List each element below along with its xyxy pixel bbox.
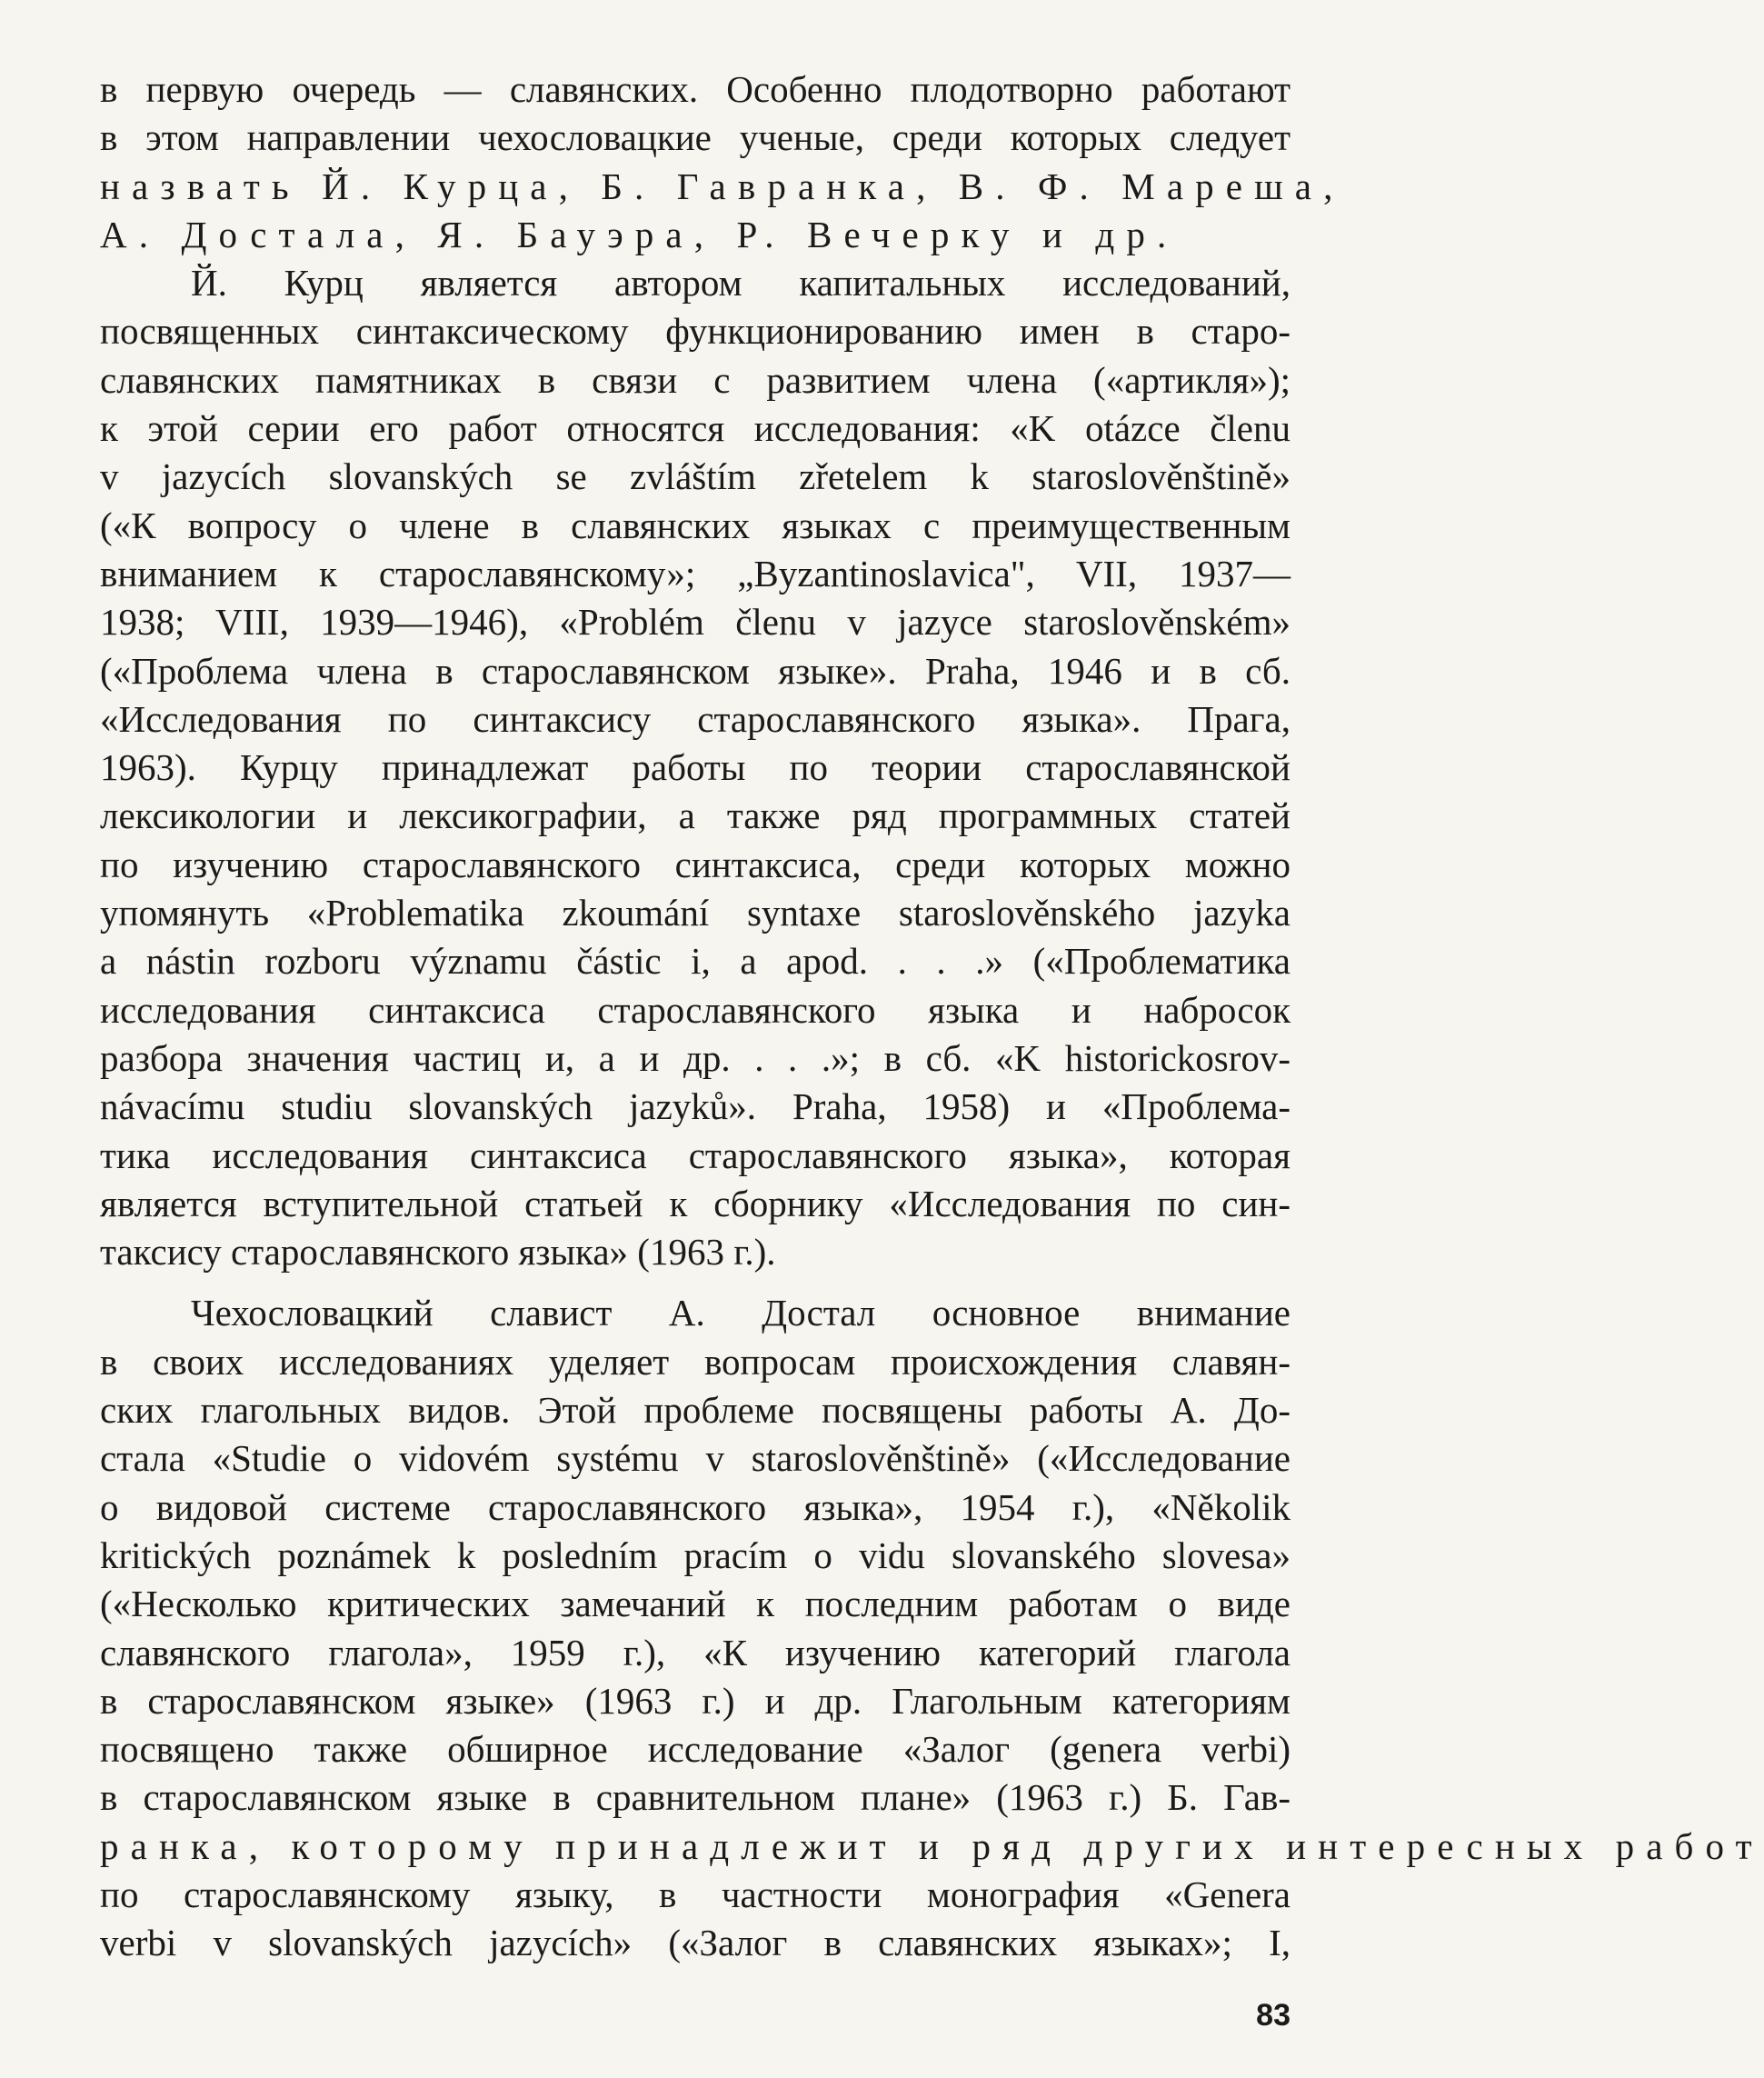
text-line: посвящено также обширное исследование «Залог (genera verbi)	[100, 1728, 1291, 1771]
text-line: в старославянском языке в сравнительном плане» (1963 г.) Б. Гав-	[100, 1776, 1291, 1819]
text-line: («К вопросу о члене в славянских языках с преимущественным	[100, 504, 1291, 546]
text-line: является вступительной статьей к сборнику «Исследования по син-	[100, 1182, 1291, 1224]
text-line: А. Достала, Я. Бауэра, Р. Вечерку и др.	[100, 213, 1179, 255]
paragraph-gap	[100, 1276, 1291, 1289]
text-line: в старославянском языке» (1963 г.) и др. Глагольным категориям	[100, 1679, 1291, 1722]
text-line: kritických poznámek k posledním pracím o vidu slovanského slovesa»	[100, 1534, 1291, 1576]
text-line: лексикологии и лексикографии, а также ряд программных статей	[100, 794, 1291, 837]
text-line: стала «Studie o vidovém systému v staroslověnštině» («Исследование	[100, 1437, 1291, 1480]
text-line: návacímu studiu slovanských jazyků». Praha, 1958) и «Проблема-	[100, 1085, 1291, 1128]
text-line: к этой серии его работ относятся исследования: «K otázce členu	[100, 407, 1291, 450]
text-line: в первую очередь — славянских. Особенно плодотворно работают	[100, 68, 1291, 110]
text-line: вниманием к старославянскому»; „Byzantinoslavica", VII, 1937—	[100, 552, 1291, 594]
text-line: Й. Курц является автором капитальных исследований,	[191, 262, 1291, 305]
text-line: ских глагольных видов. Этой проблеме посвящены работы А. До-	[100, 1389, 1291, 1432]
text-line: («Проблема члена в старославянском языке». Praha, 1946 и в сб.	[100, 649, 1291, 692]
text-line: a nástin rozboru významu částic i, a apod. . . .» («Проблематика	[100, 940, 1291, 983]
paragraph-3	[100, 1289, 1764, 1967]
text-line: славянского глагола», 1959 г.), «К изучению категорий глагола	[100, 1631, 1291, 1673]
text-line: ранка, которому принадлежит и ряд других интересных работ	[100, 1824, 1764, 1867]
text-line: разбора значения частиц и, а и др. . . .»; в сб. «K historickosrov-	[100, 1036, 1291, 1079]
text-line: 1963). Курцу принадлежат работы по теории старославянской	[100, 746, 1291, 789]
page-body	[100, 65, 1764, 1968]
text-line: посвященных синтаксическому функционированию имен в старо-	[100, 310, 1291, 353]
text-line: таксису старославянского языка» (1963 г.).	[100, 1231, 776, 1274]
page-number: 83	[1256, 1998, 1291, 2033]
paragraph-1	[100, 65, 1345, 259]
text-line: упомянуть «Problematika zkoumání syntaxe staroslověnského jazyka	[100, 892, 1291, 934]
text-line: в этом направлении чехословацкие ученые, среди которых следует	[100, 116, 1291, 159]
text-line: славянских памятниках в связи с развитием члена («артикля»);	[100, 358, 1291, 401]
text-line: «Исследования по синтаксису старославянского языка». Прага,	[100, 697, 1291, 740]
text-line: о видовой системе старославянского языка», 1954 г.), «Několik	[100, 1485, 1291, 1528]
text-line: по старославянскому языку, в частности монография «Genera	[100, 1873, 1291, 1915]
text-line: 1938; VIII, 1939—1946), «Problém členu v jazyce staroslověnském»	[100, 601, 1291, 644]
paragraph-2	[100, 259, 1291, 1276]
text-line: Чехословацкий славист А. Достал основное внимание	[191, 1292, 1291, 1334]
text-line: verbi v slovanských jazycích» («Залог в славянских языках»; I,	[100, 1922, 1291, 1964]
text-line: по изучению старославянского синтаксиса, среди которых можно	[100, 843, 1291, 885]
text-line: тика исследования синтаксиса старославянского языка», которая	[100, 1134, 1291, 1176]
text-line: («Несколько критических замечаний к последним работам о виде	[100, 1583, 1291, 1625]
text-line: v jazycích slovanských se zvláštím zřetelem k staroslověnštině»	[100, 455, 1291, 498]
text-line: назвать Й. Курца, Б. Гавранка, В. Ф. Мареша,	[100, 165, 1345, 207]
text-line: исследования синтаксиса старославянского языка и набросок	[100, 988, 1291, 1031]
text-line: в своих исследованиях уделяет вопросам происхождения славян-	[100, 1340, 1291, 1383]
